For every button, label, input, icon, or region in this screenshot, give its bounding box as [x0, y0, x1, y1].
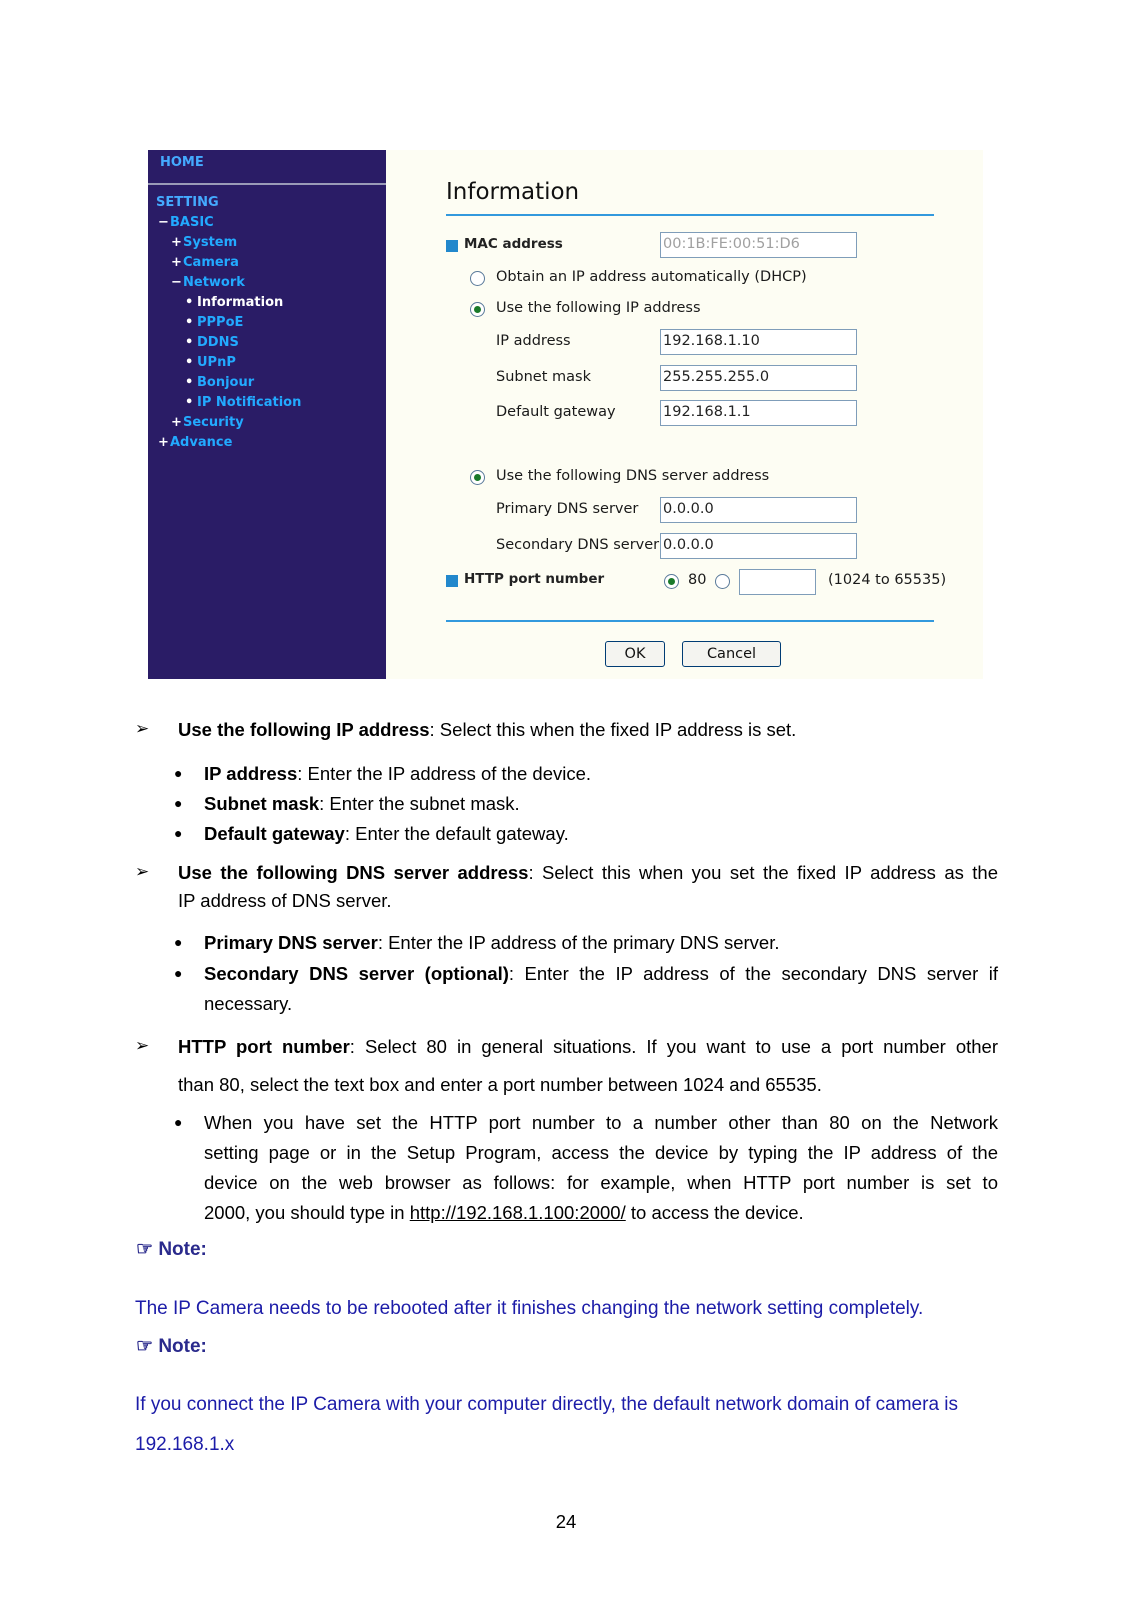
note-domain-text	[135, 1385, 998, 1465]
note-domain-line2: 192.168.1.x	[135, 1434, 235, 1455]
term: HTTP port number	[178, 1036, 350, 1057]
sidebar-item-system-label: System	[183, 235, 238, 250]
title-divider	[446, 214, 934, 216]
ok-button[interactable]: OK	[605, 641, 665, 667]
http-port-range: (1024 to 65535)	[828, 572, 947, 588]
desc: : Enter the IP address of the secondary DNS server if	[508, 963, 998, 984]
section-http-port	[178, 1033, 998, 1061]
sidebar-item-network-label: Network	[183, 275, 245, 290]
desc: : Enter the IP address of the primary DNS server.	[377, 932, 780, 953]
sidebar-item-ip-notification[interactable]	[185, 395, 301, 410]
dns-manual-radio[interactable]	[470, 470, 485, 485]
text: 2000, you should type in	[204, 1202, 410, 1223]
collapse-icon: −	[171, 275, 182, 290]
sidebar-item-network[interactable]	[171, 275, 245, 290]
desc: : Select this when the fixed IP address is set.	[429, 719, 797, 740]
desc: : Enter the IP address of the device.	[297, 763, 592, 784]
item-subnet-mask	[204, 790, 520, 818]
desc: : Enter the default gateway.	[344, 823, 569, 844]
information-panel	[386, 150, 983, 679]
sidebar-item-information-label: Information	[197, 295, 284, 310]
bullet-icon: ●	[174, 934, 183, 950]
arrow-bullet-icon: ➢	[135, 862, 150, 881]
sidebar-item-home[interactable]: HOME	[160, 155, 204, 170]
desc: : Enter the subnet mask.	[319, 793, 520, 814]
sidebar-divider	[148, 183, 386, 185]
bullet-icon: •	[185, 395, 194, 410]
http-note-line4	[204, 1199, 804, 1227]
bullet-icon: ●	[174, 1114, 183, 1130]
http-port-input[interactable]	[739, 569, 816, 595]
note-reboot-text: The IP Camera needs to be rebooted after it finishes changing the network setting completely.	[135, 1298, 924, 1319]
page-title: Information	[446, 179, 580, 205]
bullet-icon: •	[185, 355, 194, 370]
note-heading	[136, 1238, 207, 1261]
expand-icon: +	[171, 235, 182, 250]
term: IP address	[204, 763, 298, 784]
http-port-custom-radio[interactable]	[715, 574, 730, 589]
subnet-mask-label: Subnet mask	[496, 369, 591, 385]
section-square-icon	[446, 240, 458, 252]
sidebar-item-camera[interactable]	[171, 255, 239, 270]
http-port-80-radio[interactable]	[664, 574, 679, 589]
sidebar-item-pppoe-label: PPPoE	[197, 315, 244, 330]
item-ip-address	[204, 760, 591, 788]
sidebar-item-setting[interactable]: SETTING	[156, 195, 219, 210]
sidebar-item-advance-label: Advance	[170, 435, 233, 450]
section-dns-line2: IP address of DNS server.	[178, 890, 392, 911]
static-ip-radio[interactable]	[470, 302, 485, 317]
note-domain-line1: If you connect the IP Camera with your computer directly, the default network domain of camera is	[135, 1394, 959, 1415]
sidebar-item-security-label: Security	[183, 415, 244, 430]
primary-dns-label: Primary DNS server	[496, 501, 639, 517]
sidebar-item-upnp[interactable]	[185, 355, 236, 370]
expand-icon: +	[158, 435, 169, 450]
sidebar-item-basic-label: BASIC	[170, 215, 214, 230]
sidebar-item-basic[interactable]	[158, 215, 214, 230]
sidebar-item-system[interactable]	[171, 235, 237, 250]
section-square-icon	[446, 575, 458, 587]
cancel-button[interactable]: Cancel	[682, 641, 781, 667]
bullet-icon: ●	[174, 795, 183, 811]
screenshot-figure	[148, 150, 983, 679]
desc: : Select 80 in general situations. If you want to use a port number other	[349, 1036, 998, 1057]
bullet-icon: ●	[174, 765, 183, 781]
term: Use the following DNS server address	[178, 862, 529, 883]
sidebar-menu	[148, 150, 386, 679]
text: to access the device.	[625, 1202, 804, 1223]
pointing-hand-icon: ☞	[136, 1336, 154, 1357]
item-primary-dns	[204, 929, 780, 957]
sidebar-item-bonjour-label: Bonjour	[197, 375, 255, 390]
dhcp-label: Obtain an IP address automatically (DHCP)	[496, 269, 807, 285]
expand-icon: +	[171, 415, 182, 430]
http-note-line3: device on the web browser as follows: for example, when HTTP port number is set to	[204, 1172, 998, 1193]
bullet-icon: •	[185, 335, 194, 350]
bullet-icon: •	[185, 295, 194, 310]
ip-address-input[interactable]: 192.168.1.10	[660, 329, 857, 355]
dhcp-radio[interactable]	[470, 271, 485, 286]
item-default-gateway	[204, 820, 569, 848]
note-heading	[136, 1335, 207, 1358]
note-label: Note:	[158, 1239, 207, 1260]
sidebar-item-security[interactable]	[171, 415, 244, 430]
section-static-ip	[178, 716, 998, 744]
bullet-icon: •	[185, 315, 194, 330]
sidebar-item-ddns[interactable]	[185, 335, 239, 350]
sidebar-item-bonjour[interactable]	[185, 375, 254, 390]
bullet-icon: •	[185, 375, 194, 390]
section-http-port-line2: than 80, select the text box and enter a port number between 1024 and 65535.	[178, 1074, 822, 1095]
term: Primary DNS server	[204, 932, 378, 953]
ip-address-label: IP address	[496, 333, 571, 349]
item-secondary-dns	[204, 960, 998, 988]
term: Use the following IP address	[178, 719, 430, 740]
pointing-hand-icon: ☞	[136, 1239, 154, 1260]
arrow-bullet-icon: ➢	[135, 719, 150, 738]
expand-icon: +	[171, 255, 182, 270]
secondary-dns-label: Secondary DNS server	[496, 537, 660, 553]
subnet-mask-input[interactable]: 255.255.255.0	[660, 365, 857, 391]
sidebar-item-information[interactable]	[185, 295, 283, 310]
term: Default gateway	[204, 823, 345, 844]
secondary-dns-input[interactable]: 0.0.0.0	[660, 533, 857, 559]
sidebar-item-pppoe[interactable]	[185, 315, 243, 330]
term: Secondary DNS server (optional)	[204, 963, 509, 984]
dns-manual-label: Use the following DNS server address	[496, 468, 770, 484]
http-port-label: HTTP port number	[464, 571, 605, 587]
item-secondary-dns-line2: necessary.	[204, 993, 293, 1014]
http-note-line1: When you have set the HTTP port number to a number other than 80 on the Network	[204, 1112, 998, 1133]
sidebar-item-advance[interactable]	[158, 435, 232, 450]
page-number: 24	[555, 1511, 577, 1532]
mac-address-field: 00:1B:FE:00:51:D6	[660, 232, 857, 258]
sidebar-item-ddns-label: DDNS	[197, 335, 239, 350]
http-port-80-label: 80	[688, 572, 707, 588]
sidebar-item-ip-notification-label: IP Notification	[197, 395, 302, 410]
desc: : Select this when you set the fixed IP address as the	[528, 862, 998, 883]
section-dns	[178, 859, 998, 887]
static-ip-label: Use the following IP address	[496, 300, 701, 316]
example-url-link[interactable]: http://192.168.1.100:2000/	[409, 1202, 626, 1223]
mac-address-label: MAC address	[464, 236, 563, 252]
primary-dns-input[interactable]: 0.0.0.0	[660, 497, 857, 523]
default-gateway-label: Default gateway	[496, 404, 616, 420]
arrow-bullet-icon: ➢	[135, 1036, 150, 1055]
sidebar-item-camera-label: Camera	[183, 255, 239, 270]
note-label: Note:	[158, 1336, 207, 1357]
sidebar-item-upnp-label: UPnP	[197, 355, 236, 370]
collapse-icon: −	[158, 215, 169, 230]
default-gateway-input[interactable]: 192.168.1.1	[660, 400, 857, 426]
footer-divider	[446, 620, 934, 622]
term: Subnet mask	[204, 793, 320, 814]
bullet-icon: ●	[174, 825, 183, 841]
http-note-line2: setting page or in the Setup Program, access the device by typing the IP address of the	[204, 1142, 998, 1163]
bullet-icon: ●	[174, 965, 183, 981]
